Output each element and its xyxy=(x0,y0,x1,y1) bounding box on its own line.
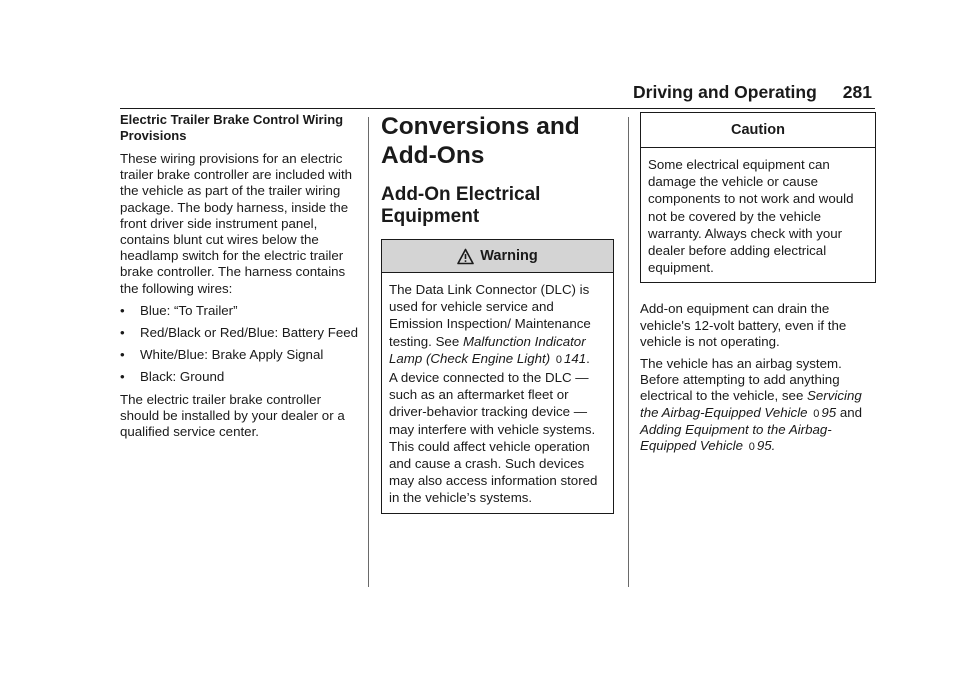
page-number: 281 xyxy=(842,82,872,102)
paragraph-airbag xyxy=(640,356,876,455)
paragraph-installation: The electric trailer brake controller should be installed by your dealer or a qualified service center. xyxy=(120,391,345,440)
subheading-trailer-brake: Electric Trailer Brake Control Wiring Provisions xyxy=(120,112,344,143)
sub-heading: Add-On Electrical Equipment xyxy=(381,184,541,227)
bullet-item xyxy=(120,303,360,319)
warning-triangle-icon xyxy=(457,248,474,265)
page-ref-symbol: 0 xyxy=(748,441,755,454)
bullet-mark: • xyxy=(120,302,125,318)
column-3 xyxy=(640,112,876,461)
ref-page-95-b[interactable]: 95 xyxy=(756,438,772,454)
warning-text-a: The Data Link Connector (DLC) is used for vehicle service and Emission Inspection/ Maintenance testing. See xyxy=(389,282,591,349)
airbag-text: The vehicle has an airbag system. Before attempting to add anything electrical to the vehicle, see xyxy=(640,356,842,404)
page-ref-symbol: 0 xyxy=(813,407,820,420)
column-1 xyxy=(120,112,360,446)
ref-page-141[interactable]: 141 xyxy=(563,350,587,366)
header-rule xyxy=(120,108,875,109)
bullet-text: Black: Ground xyxy=(140,369,225,385)
paragraph-wiring: These wiring provisions for an electric trailer brake controller are included with the vehicle as part of the trailer wiring package. The body harness, inside the front driver side instrument panel, contains blunt cut wires below the headlamp switch for the electric trailer brake controller. The harness contains the following wires: xyxy=(120,151,353,296)
ref-end: . xyxy=(771,438,776,454)
warning-text-b: A device connected to the DLC — such as an aftermarket fleet or driver-behavior tracking device — may interfere with vehicle systems. This could affect vehicle operation and cause a crash. Such devices may also access information stored in the vehicle’s systems. xyxy=(389,370,598,506)
bullet-item xyxy=(120,325,360,341)
ref-end: . xyxy=(586,350,590,366)
caution-body xyxy=(641,148,875,282)
ref-adding-equipment[interactable]: Adding Equipment to the Airbag-Equipped Vehicle xyxy=(640,421,832,454)
and-text: and xyxy=(839,404,863,420)
ref-page-95[interactable]: 95 xyxy=(821,404,837,420)
paragraph-battery-drain: Add-on equipment can drain the vehicle's 12-volt battery, even if the vehicle is not operating. xyxy=(640,301,847,349)
warning-body xyxy=(382,273,613,513)
warning-box xyxy=(381,239,614,514)
caution-header xyxy=(641,113,875,148)
caution-text: Some electrical equipment can damage the vehicle or cause components to not work and would not be covered by the vehicle warranty. Always check with your dealer before adding electrical equipment. xyxy=(648,157,854,276)
bullet-item xyxy=(120,369,360,385)
caution-box xyxy=(640,112,876,283)
column-divider-1 xyxy=(368,117,369,587)
warning-header xyxy=(382,240,613,273)
header-section-title: Driving and Operating xyxy=(633,82,817,102)
bullet-text: Blue: “To Trailer” xyxy=(140,302,238,318)
page-ref-symbol: 0 xyxy=(555,353,562,366)
bullet-item xyxy=(120,347,360,363)
bullet-mark: • xyxy=(120,347,125,363)
section-heading: Conversions and Add-Ons xyxy=(381,113,580,169)
bullet-text: Red/Black or Red/Blue: Battery Feed xyxy=(140,325,359,341)
ref-malfunction-lamp[interactable]: Malfunction Indicator Lamp (Check Engine Light) xyxy=(389,333,586,366)
page-header xyxy=(633,82,872,103)
bullet-text: White/Blue: Brake Apply Signal xyxy=(140,347,324,363)
warning-text xyxy=(389,281,606,369)
warning-title: Warning xyxy=(480,247,538,264)
ref-servicing-airbag[interactable]: Servicing the Airbag-Equipped Vehicle xyxy=(640,388,862,420)
caution-title: Caution xyxy=(731,121,785,138)
bullet-mark: • xyxy=(120,369,125,385)
column-2 xyxy=(381,112,614,514)
column-divider-2 xyxy=(628,117,629,587)
bullet-mark: • xyxy=(120,325,125,341)
